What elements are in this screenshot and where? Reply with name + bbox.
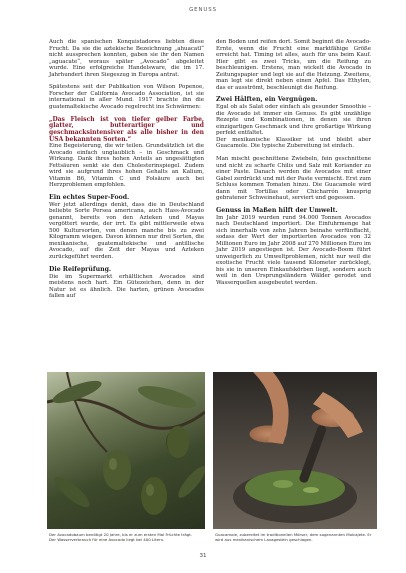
- subheading: Zwei Hälften, ein Vergnügen.: [216, 96, 318, 104]
- pull-quote: „Das Fleisch ist von tiefer gelber Farbe, glatter, butterartiger und geschmacksintensiver als alle bisher in den USA bekannten Sorten.“: [49, 115, 204, 143]
- left-text-column: [49, 39, 204, 300]
- paragraph: Wer jetzt allerdings denkt, dass die in Deutschland beliebte Sorte Persea americana, auch Hass-Avocado genannt, bereits von den Azteken und Mayas vergöttert wurde, der irrt. Es gibt mittlerweile etwa 500 Kultursorten, von denen manche bis zu zwei Kilogramm wiegen. Davon können nur drei Sorten, die mexikanische, guatemaltekische und antillische Avocado, auf die Zeit der Mayas und Azteken zurückgeführt werden.: [49, 201, 204, 260]
- paragraph: Die im Supermarkt erhältlichen Avocados sind meistens noch hart. Ein Gütezeichen, denn in der Natur ist es ähnlich. Die harten, grünen Avocados fallen auf: [49, 273, 204, 300]
- paragraph: den Boden und reifen dort. Somit beginnt die Avocado-Ernte, wenn die Frucht eine marktfähige Größe erreicht hat. Timing ist alles, auch für uns beim Kauf. Hier gibt es zwei Tricks, um die Reifung zu beschleunigen. Erstens, man wickelt die Avocado in Zeitungspapier und legt sie auf die Heizung. Zweitens, man legt sie direkt neben einen Apfel. Das Ethylen, das er ausströmt, beschleunigt die Reifung.: [216, 39, 371, 91]
- section-label: GENUSS: [189, 7, 217, 13]
- subheading: Die Reifeprüfung.: [49, 265, 112, 273]
- right-text-column: [216, 39, 371, 286]
- paragraph: Spätestens seit der Publikation von Wilson Popenoe, Forscher der California Avocado Association, ist sie international in aller Mund. 1917 brachte ihn die guatemaltekische Avocado regelrecht ins Schwärmen:: [49, 84, 204, 110]
- subheading: Ein echtes Super-Food.: [49, 194, 130, 202]
- paragraph: Egal ob als Salat oder einfach als gesunder Smoothie – die Avocado ist immer ein Genuss. Es gibt unzählige Rezepte und Kombinationen, in denen sie ihren einzigartigen Geschmack und ihre großartige Wirkung perfekt entfaltet.: [216, 104, 371, 137]
- photo-caption: Guacamole, zubereitet im traditionellen Mörser, dem sogenannten Molcajete. Er wird aus mexikanischem Lavagestein geschlagen.: [215, 532, 372, 542]
- avocado-tree-illustration: [47, 372, 205, 529]
- guacamole-mortar-photo: [213, 372, 377, 529]
- paragraph: Eine Begeisterung, die wir teilen. Grundsätzlich ist die Avocado einfach unglaublich – in Geschmack und Wirkung. Dank ihres hohen Anteils an ungesättigten Fettsäuren senkt sie den Cholesterinspiegel. Zudem wird sie aufgrund ihres hohen Gehalts an Kalium, Vitamin B6, Vitamin C und Folsäure auch bei Herzproblemen empfohlen.: [49, 143, 204, 189]
- subheading: Genuss in Maßen hilft der Umwelt.: [216, 206, 338, 214]
- avocado-tree-photo: [47, 372, 205, 529]
- paragraph: Man mischt geschnittene Zwiebeln, fein geschnittene und nicht zu scharfe Chilis und Salz mit Koriander zu einer Paste. Danach werden die Avocados mit einer Gabel zerdrückt und mit der Paste vermischt. Erst zum Schluss kommen Tomaten hinzu. Die Guacamole wird dann mit Tortillas oder Chicharrón knusprig gebratener Schweinehaut, serviert und gegessen.: [216, 156, 371, 202]
- paragraph: Der mexikanische Klassiker ist und bleibt aber Guacamole. Die typische Zubereitung ist einfach.: [216, 136, 371, 150]
- paragraph: Im Jahr 2019 wurden rund 94.000 Tonnen Avocados nach Deutschland importiert. Die Einfuhrmenge hat sich innerhalb von zehn Jahren beinahe verfünffacht, sodass der Wert der importierten Avocados von 32 Millionen Euro im Jahr 2008 auf 270 Millionen Euro im Jahr 2019 angestiegen ist. Der Avocado-Boom führt unweigerlich zu Umweltproblemen, nicht nur weil die exotische Frucht viele tausend Kilometer zurücklegt, bis sie in unseren Einkaufskörben liegt, sondern auch weil in den Ursprungsländern Wälder gerodet und Wasserquellen ausgebeutet werden.: [216, 214, 371, 286]
- mortar-illustration: [213, 372, 377, 529]
- page-number: 31: [199, 553, 207, 559]
- photo-caption: Der Avocadobaum benötigt 20 Jahre, bis er zum ersten Mal Früchte trägt. Der Wasserverbrauch für eine Avocado liegt bei 400 Litern.: [49, 532, 192, 542]
- paragraph: Auch die spanischen Konquistadores liebten diese Frucht. Da sie die aztekische Bezeichnung „ahuacatl“ nicht aussprechen konnten, gaben sie ihr den Namen „aguacate“, woraus später „Avocado“ abgeleitet wurde. Eine erfolgreiche Handelsware, die im 17. Jahrhundert ihren Siegeszug in Europa antrat.: [49, 39, 204, 78]
